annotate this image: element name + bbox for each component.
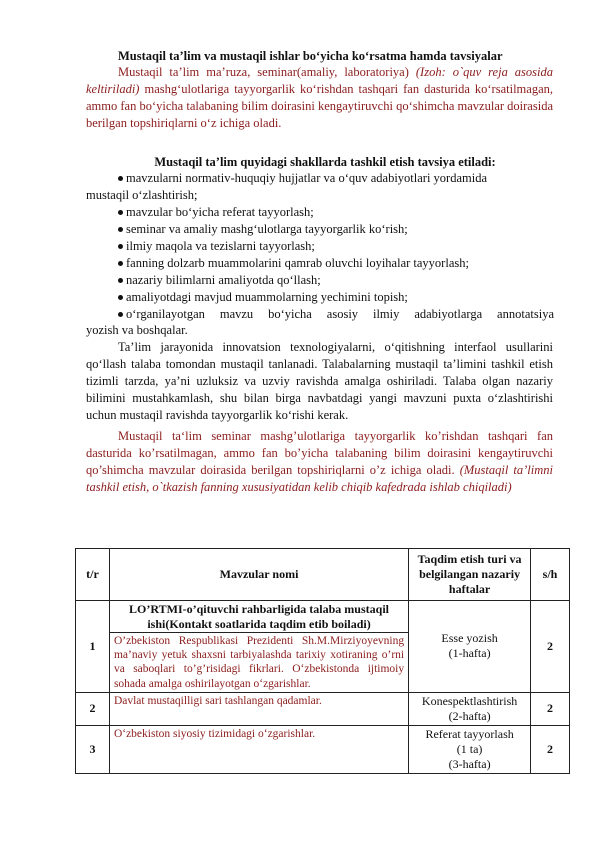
submission-type: Esse yozish	[441, 631, 498, 646]
closing-note: (Mustaqil ta’limni tashkil etish, o`tkazish fanning xususiyatidan kelib chiqib kafedrada ishlab chiqiladi)	[86, 462, 553, 494]
intro-paragraph	[86, 64, 553, 132]
bullet-dot-icon	[118, 176, 123, 181]
topic-cell: O‘zbekiston siyosiy tizimidagi o‘zgarishlar.	[109, 725, 408, 773]
hours-cell: 2	[531, 692, 570, 725]
bullet-item: seminar va amaliy mashg‘ulotlarga tayyorgarlik ko‘rish;	[118, 221, 554, 238]
bullet-item: ilmiy maqola va tezislarni tayyorlash;	[118, 238, 554, 255]
group-title: LO’RTMI-o’qituvchi rahbarligida talaba mustaqil ishi(Kontakt soatlarida taqdim etib boiladi)	[109, 601, 408, 633]
bullet-dot-icon	[118, 210, 123, 215]
submission-week: (2-hafta)	[448, 708, 491, 723]
bullet-continuation: mustaqil o‘zlashtirish;	[86, 188, 198, 202]
submission-type: Konespektlashtirish	[421, 693, 518, 708]
hours-cell: 2	[531, 725, 570, 773]
header-topic: Mavzular nomi	[109, 549, 408, 601]
table-row	[76, 725, 570, 773]
hours-cell: 2	[531, 601, 570, 693]
bullet-dot-icon	[118, 244, 123, 249]
row-number: 1	[76, 601, 110, 693]
submission-week: (3-hafta)	[448, 756, 491, 771]
submission-cell	[409, 692, 531, 725]
bullet-dot-icon	[118, 278, 123, 283]
submission-type: Referat tayyorlash	[425, 726, 514, 741]
submission-week: (1-hafta)	[448, 646, 491, 661]
intro-lead: Mustaqil ta’lim ma’ruza, seminar(amaliy, laboratoriya)	[118, 65, 409, 79]
row-number: 2	[76, 692, 110, 725]
header-submission: Taqdim etish turi va belgilangan nazariy haftalar	[409, 549, 531, 601]
page-title: Mustaqil ta’lim va mustaqil ishlar bo‘yicha ko‘rsatma hamda tavsiyalar	[118, 49, 503, 63]
bullet-item: mavzularni normativ-huquqiy hujjatlar va o‘quv adabiyotlari yordamida	[118, 170, 554, 187]
bullet-item: fanning dolzarb muammolarini qamrab oluvchi loyihalar tayyorlash;	[118, 255, 554, 272]
topic-cell: O’zbekiston Respublikasi Prezidenti Sh.M.Mirziyoyevning ma’naviy yetuk shaxsni tarbiyalashda tarixiy xotiraning o’rni va saboqlari to’g’risidagi fikrlari. O‘zbekistonda ijtimoiy sohada amalga oshirilayotgan o‘zgarishlar.	[109, 633, 408, 693]
bullet-dot-icon	[118, 261, 123, 266]
bullet-item: mavzular bo‘yicha referat tayyorlash;	[118, 204, 554, 221]
topic-cell: Davlat mustaqilligi sari tashlangan qadamlar.	[109, 692, 408, 725]
closing-paragraph	[86, 428, 553, 496]
table-row	[76, 601, 570, 633]
bullet-continuation: yozish va boshqalar.	[86, 323, 188, 337]
topics-table	[75, 548, 570, 774]
bullet-item: nazariy bilimlarni amaliyotda qo‘llash;	[118, 272, 554, 289]
bullet-dot-icon	[118, 227, 123, 232]
bullet-item: amaliyotdagi mavjud muammolarning yechimini topish;	[118, 289, 554, 306]
intro-rest: mashg‘ulotlariga tayyorgarlik ko‘rishdan tashqari fan dasturida ko‘rsatilmagan, ammo fan bo‘yicha talabaning bilim doirasini kengaytiruvchi qo‘shimcha mavzular doirasida berilgan topshiriqlarni o‘z ichiga oladi.	[86, 81, 553, 130]
bullet-dot-icon	[118, 312, 123, 317]
bullet-item: o‘rganilayotgan mavzu bo‘yicha asosiy ilmiy adabiyotlarga annotatsiya	[118, 306, 554, 323]
submission-count: (1 ta)	[456, 741, 483, 756]
bullet-dot-icon	[118, 295, 123, 300]
closing-text: Mustaqil ta‘lim seminar mashg’ulotlariga tayyorgarlik ko’rishdan tashqari fan dasturida ko’rsatilmagan, ammo fan bo’yicha talabaning bilim doirasini kengaytiruvchi qo’shimcha mavzular doirasida berilgan topshiriqlarni o’z ichiga oladi.	[86, 429, 553, 477]
section-subtitle: Mustaqil ta’lim quyidagi shakllarda tashkil etish tavsiya etiladi:	[154, 155, 496, 169]
intro-note: (Izoh: o`quv reja asosida keltiriladi)	[86, 65, 553, 96]
submission-cell	[409, 725, 531, 773]
body-paragraph: Ta’lim jarayonida innovatsion texnologiyalarni, o‘qitishning interfaol usullarini qo‘llash talaba tomondan mustaqil tanlanadi. Talabalarning mustaqil ta’limini tashkil etish tizimli tarzda, ya’ni uzluksiz va uzviy ravishda amalga oshiriladi. Talaba olgan nazariy bilimini mustahkamlash, shu bilan birga navbatdagi yangi mavzuni puxta o‘zlashtirishi uchun mustaqil ravishda tayyorgarlik ko‘rishi kerak.	[86, 340, 553, 422]
header-number: t/r	[76, 549, 110, 601]
row-number: 3	[76, 725, 110, 773]
header-hours: s/h	[531, 549, 570, 601]
submission-cell	[409, 601, 531, 693]
table-row	[76, 692, 570, 725]
table-header-row	[76, 549, 570, 601]
